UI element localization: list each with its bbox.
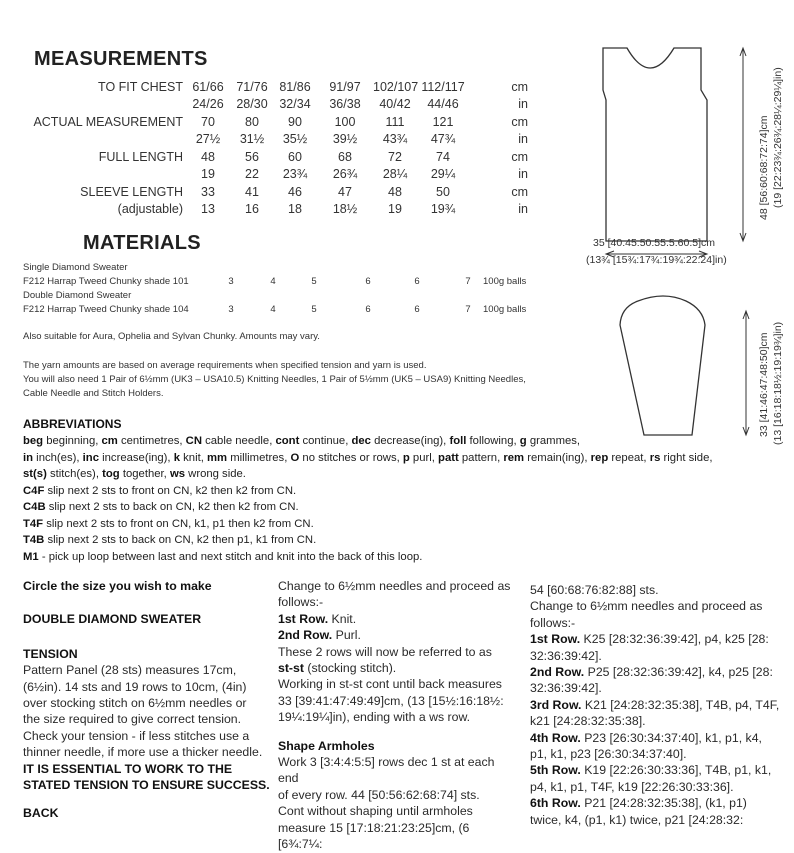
measurement-value: 23¾: [282, 167, 308, 181]
abbreviation-term: inc: [82, 451, 99, 464]
instruction-line: Work 3 [3:4:4:5:5] rows dec 1 st at each end: [278, 755, 495, 786]
measurement-value: 13: [201, 202, 215, 216]
row-instruction: [530, 697, 790, 713]
abbreviation-meaning: decrease(ing),: [370, 435, 450, 447]
stst-definition: st-st (stocking stitch).: [278, 661, 397, 676]
row-text-continued: k21 [24:28:32:35:38].: [530, 714, 646, 729]
abbreviation-term: rem: [503, 451, 525, 464]
cable-abbreviation: [23, 532, 723, 549]
cable-abbreviation: [23, 499, 723, 516]
materials-note-extras: Cable Needle and Stitch Holders.: [23, 388, 164, 399]
row-label: 3rd Row.: [530, 697, 582, 712]
measurement-value: 36/38: [329, 97, 361, 111]
material-value: 7: [465, 304, 471, 315]
abbreviation-term: patt: [438, 451, 459, 464]
material-value: 3: [228, 276, 234, 287]
essential-line-2: STATED TENSION TO ENSURE SUCCESS.: [23, 778, 270, 793]
sleeve-diagram: [600, 285, 760, 445]
column-1: [23, 578, 273, 822]
measurement-value: 18½: [332, 202, 358, 216]
row-text-continued: p4, k1, p1, T4F, k19 [22:26:30:33:36].: [530, 779, 734, 794]
sleeve-outline: [620, 296, 705, 435]
measurement-value: 68: [338, 150, 352, 164]
measurement-value: 111: [385, 115, 405, 129]
measurement-value: 32/34: [279, 97, 311, 111]
measurement-value: 40/42: [379, 97, 411, 111]
cable-abbreviation: [23, 516, 723, 533]
abbreviation-meaning: beginning,: [43, 435, 102, 447]
tension-line: (6½in). 14 sts and 19 rows to 10cm, (4in): [23, 679, 247, 694]
material-value: 5: [311, 276, 317, 287]
abbreviation-meaning: slip next 2 sts to front on CN, k2 then k2 from CN.: [44, 484, 297, 497]
measurement-value: 19¾: [430, 202, 456, 216]
abbreviation-meaning: pattern,: [458, 451, 504, 464]
row-text: K19 [22:26:30:33:36], T4B, p1, k1,: [580, 763, 772, 778]
tension-line: the size required to give correct tension.: [23, 712, 242, 727]
row-text-continued: p1, k1, p23 [26:30:34:37:40].: [530, 747, 687, 762]
instruction-line: Change to 6½mm needles and proceed as: [278, 579, 511, 593]
row-text: K25 [28:32:36:39:42], p4, k25 [28:: [580, 632, 769, 647]
abbreviation-term: cont: [275, 435, 300, 447]
tension-line: Pattern Panel (28 sts) measures 17cm,: [23, 663, 237, 678]
materials-note-requirements: The yarn amounts are based on average requirements when specified tension and yarn is used.: [23, 360, 427, 371]
abbreviation-meaning: wrong side.: [185, 468, 246, 480]
measurement-value: 121: [432, 115, 454, 129]
measurement-value: 70: [201, 115, 215, 129]
material-heading: Single Diamond Sweater: [23, 262, 128, 273]
materials-title: MATERIALS: [83, 232, 201, 254]
cable-abbreviation: [23, 483, 723, 500]
row-instruction: [530, 730, 790, 746]
row-text: K21 [24:28:32:35:38], T4B, p4, T4F,: [581, 697, 780, 712]
row-label: 4th Row.: [530, 730, 581, 745]
tension-title: TENSION: [23, 646, 78, 661]
measurement-value: 33: [201, 185, 215, 199]
material-unit: 100g balls: [483, 304, 527, 315]
row-label: 6th Row.: [530, 796, 581, 811]
row-instruction: [530, 664, 790, 680]
instruction-line: measure 15 [17:18:21:23:25]cm, (6 [6¾:7¼:: [278, 820, 470, 852]
measurement-value: 19: [201, 167, 215, 181]
abbreviation-term: C4B: [23, 501, 46, 513]
row-instruction: [530, 631, 790, 647]
measurement-value: 18: [288, 202, 302, 216]
measurement-value: 16: [245, 202, 259, 216]
row-text-continued: twice, k4, (p1, k1) twice, p21 [24:28:32:: [530, 812, 744, 827]
abbreviation-meaning: increase(ing),: [98, 451, 174, 464]
abbreviation-meaning: together,: [119, 468, 170, 480]
measurement-label: ACTUAL MEASUREMENT: [33, 115, 183, 129]
tension-text: [23, 662, 273, 760]
abbreviation-term: dec: [351, 435, 371, 447]
abbreviation-meaning: inch(es),: [33, 451, 83, 464]
abbreviation-term: mm: [207, 451, 228, 464]
row-instruction: [530, 762, 790, 778]
measurement-value: 24/26: [192, 97, 224, 111]
tension-line: thinner needle, if more use a thicker needle.: [23, 745, 263, 760]
measurement-unit: in: [518, 97, 528, 111]
measurement-value: 74: [436, 150, 450, 164]
measurement-value: 29¼: [430, 167, 456, 181]
measurement-value: 102/107: [373, 80, 419, 94]
instruction-line: Working in st-st cont until back measures: [278, 677, 502, 692]
row-label: 1st Row.: [530, 632, 581, 647]
measurement-value: 44/46: [427, 97, 459, 111]
instruction-line: follows:-: [278, 595, 324, 610]
cable-abbreviation: [23, 549, 723, 566]
measurement-label: TO FIT CHEST: [98, 80, 183, 94]
abbreviation-meaning: stitch(es),: [46, 468, 103, 480]
measurement-label: (adjustable): [117, 202, 183, 216]
measurement-value: 56: [245, 150, 259, 164]
instruction-line: 19¼:19¼]in), ending with a ws row.: [278, 710, 471, 725]
measurement-value: 112/117: [421, 80, 465, 94]
measurement-label: SLEEVE LENGTH: [80, 185, 183, 199]
measurement-unit: in: [518, 167, 528, 181]
row-text: P21 [24:28:32:35:38], (k1, p1): [580, 796, 747, 811]
abbreviation-term: ws: [169, 468, 186, 480]
tension-line: over stocking stitch on 6½mm needles or: [23, 696, 247, 711]
abbreviation-meaning: slip next 2 sts to back on CN, k2 then p1, k1 from CN.: [44, 534, 317, 546]
abbreviation-term: T4F: [23, 517, 44, 530]
material-value: 6: [414, 276, 420, 287]
measurement-value: 39½: [332, 132, 358, 146]
measurement-value: 31½: [239, 132, 265, 146]
abbreviation-meaning: grammes,: [526, 435, 581, 447]
abbreviation-term: in: [23, 451, 34, 464]
abbreviation-term: foll: [449, 435, 467, 447]
material-value: 4: [270, 304, 276, 315]
material-value: 3: [228, 304, 234, 315]
measurement-unit: in: [518, 202, 528, 216]
abbreviation-term: CN: [185, 435, 202, 447]
material-yarn: F212 Harrap Tweed Chunky shade 101: [23, 276, 189, 287]
instruction-line: follows:-: [530, 615, 576, 630]
material-value: 6: [414, 304, 420, 315]
measurement-value: 90: [288, 115, 302, 129]
material-value: 4: [270, 276, 276, 287]
abbreviation-meaning: repeat,: [608, 451, 650, 464]
body-width-in-label: (13¾ [15¾:17¾:19¾:22:24]in): [586, 254, 727, 266]
abbreviation-meaning: cable needle,: [201, 435, 276, 447]
instruction-line: Change to 6½mm needles and proceed as: [530, 599, 763, 614]
measurement-value: 48: [201, 150, 215, 164]
measurement-value: 50: [436, 185, 450, 199]
material-heading: Double Diamond Sweater: [23, 290, 132, 301]
measurement-value: 47¾: [430, 132, 456, 146]
measurement-unit: in: [518, 132, 528, 146]
measurement-value: 100: [334, 115, 356, 129]
body-height-cm-label: 48 [56:60:68:72:74]cm: [758, 115, 770, 220]
essential-line-1: IT IS ESSENTIAL TO WORK TO THE: [23, 761, 233, 776]
material-value: 5: [311, 304, 317, 315]
abbreviation-term: beg: [23, 435, 44, 447]
sleeve-length-cm-label: 33 [41:46:47:48:50]cm: [758, 332, 770, 437]
abbreviation-term: tog: [102, 468, 120, 480]
measurement-value: 61/66: [192, 80, 224, 94]
abbreviation-term: T4B: [23, 534, 45, 546]
shape-armholes-title: Shape Armholes: [278, 738, 375, 753]
back-title: BACK: [23, 806, 59, 821]
instruction-line: These 2 rows will now be referred to as: [278, 644, 492, 659]
abbreviation-meaning: continue,: [299, 435, 352, 447]
measurement-value: 19: [388, 202, 402, 216]
measurement-unit: cm: [511, 80, 528, 94]
row-text-continued: 32:36:39:42].: [530, 648, 602, 663]
measurement-value: 28/30: [236, 97, 268, 111]
abbreviation-meaning: remain(ing),: [524, 451, 591, 464]
material-value: 7: [465, 276, 471, 287]
material-value: 6: [365, 276, 371, 287]
instruction-line: Cont without shaping until armholes: [278, 804, 473, 819]
material-value: 6: [365, 304, 371, 315]
abbreviation-meaning: right side,: [660, 451, 713, 464]
measurement-value: 26¾: [332, 167, 358, 181]
abbreviations-title: ABBREVIATIONS: [23, 417, 122, 431]
measurement-value: 43¾: [382, 132, 408, 146]
row-text-continued: 32:36:39:42].: [530, 681, 602, 696]
materials-note-suitable: Also suitable for Aura, Ophelia and Sylvan Chunky. Amounts may vary.: [23, 331, 320, 342]
measurement-value: 35½: [282, 132, 308, 146]
abbreviation-meaning: slip next 2 sts to front on CN, k1, p1 then k2 from CN.: [43, 517, 314, 530]
abbreviation-term: rs: [649, 451, 661, 464]
measurement-value: 81/86: [279, 80, 311, 94]
row-label: 5th Row.: [530, 763, 581, 778]
measurement-value: 27½: [195, 132, 221, 146]
abbreviation-meaning: no stitches or rows,: [299, 451, 403, 464]
measurement-value: 48: [388, 185, 402, 199]
row-instruction: [530, 795, 790, 811]
body-height-in-label: (19 [22:23¾:26¾:28¼:29¼]in): [772, 67, 784, 208]
measurement-value: 80: [245, 115, 259, 129]
abbreviation-term: g: [519, 435, 527, 447]
body-width-cm-label: 35 [40:45:50:55.5:60.5]cm: [593, 237, 716, 249]
abbreviation-term: k: [173, 451, 180, 464]
material-unit: 100g balls: [483, 276, 527, 287]
abbreviation-meaning: following,: [466, 435, 520, 447]
measurement-unit: cm: [511, 185, 528, 199]
measurement-value: 22: [245, 167, 259, 181]
instruction-line: 33 [39:41:47:49:49]cm, (13 [15½:16:18½:: [278, 693, 504, 708]
abbreviation-term: O: [290, 451, 300, 464]
measurement-value: 71/76: [236, 80, 268, 94]
abbreviation-meaning: knit,: [180, 451, 207, 464]
measurement-value: 28¼: [382, 167, 408, 181]
measurement-value: 91/97: [329, 80, 361, 94]
measurement-value: 41: [245, 185, 259, 199]
measurements-title: MEASUREMENTS: [34, 48, 208, 70]
measurement-label: FULL LENGTH: [98, 150, 183, 164]
abbreviation-meaning: - pick up loop between last and next stitch and knit into the back of this loop.: [38, 550, 423, 563]
abbreviation-term: st(s): [23, 468, 47, 480]
abbreviation-meaning: centimetres,: [117, 435, 186, 447]
measurement-unit: cm: [511, 150, 528, 164]
abbreviation-term: M1: [23, 550, 39, 563]
measurement-unit: cm: [511, 115, 528, 129]
column-2: [278, 578, 513, 853]
instruction-line: 54 [60:68:76:82:88] sts.: [530, 583, 659, 597]
tension-line: Check your tension - if less stitches use a: [23, 728, 250, 743]
measurement-value: 60: [288, 150, 302, 164]
abbreviation-meaning: purl,: [409, 451, 439, 464]
row-text: P23 [26:30:34:37:40], k1, p1, k4,: [580, 730, 762, 745]
abbreviation-term: rep: [590, 451, 609, 464]
measurement-value: 72: [388, 150, 402, 164]
row-1-instruction: 1st Row. Knit.: [278, 611, 357, 626]
row-text: P25 [28:32:36:39:42], k4, p25 [28:: [584, 665, 773, 680]
abbreviation-term: cm: [101, 435, 118, 447]
abbreviations-list: [23, 433, 723, 565]
abbreviation-term: p: [402, 451, 410, 464]
sleeve-length-in-label: (13 [16:18:18½:19:19¾]in): [772, 321, 784, 445]
materials-note-needles: You will also need 1 Pair of 6½mm (UK3 – USA10.5) Knitting Needles, 1 Pair of 5½mm (UK5 – USA9) Knitting Needles,: [23, 374, 526, 385]
measurement-value: 47: [338, 185, 352, 199]
measurement-value: 46: [288, 185, 302, 199]
row-label: 2nd Row.: [530, 665, 585, 680]
abbreviation-term: C4F: [23, 484, 45, 497]
material-yarn: F212 Harrap Tweed Chunky shade 104: [23, 304, 189, 315]
abbreviation-meaning: slip next 2 sts to back on CN, k2 then k2 from CN.: [45, 501, 299, 513]
column-3: [530, 582, 790, 828]
instruction-line: of every row. 44 [50:56:62:68:74] sts.: [278, 787, 480, 802]
abbreviation-meaning: millimetres,: [227, 451, 291, 464]
circle-size-note: Circle the size you wish to make: [23, 579, 212, 593]
pattern-title: DOUBLE DIAMOND SWEATER: [23, 612, 202, 627]
row-2-instruction: 2nd Row. Purl.: [278, 628, 361, 643]
